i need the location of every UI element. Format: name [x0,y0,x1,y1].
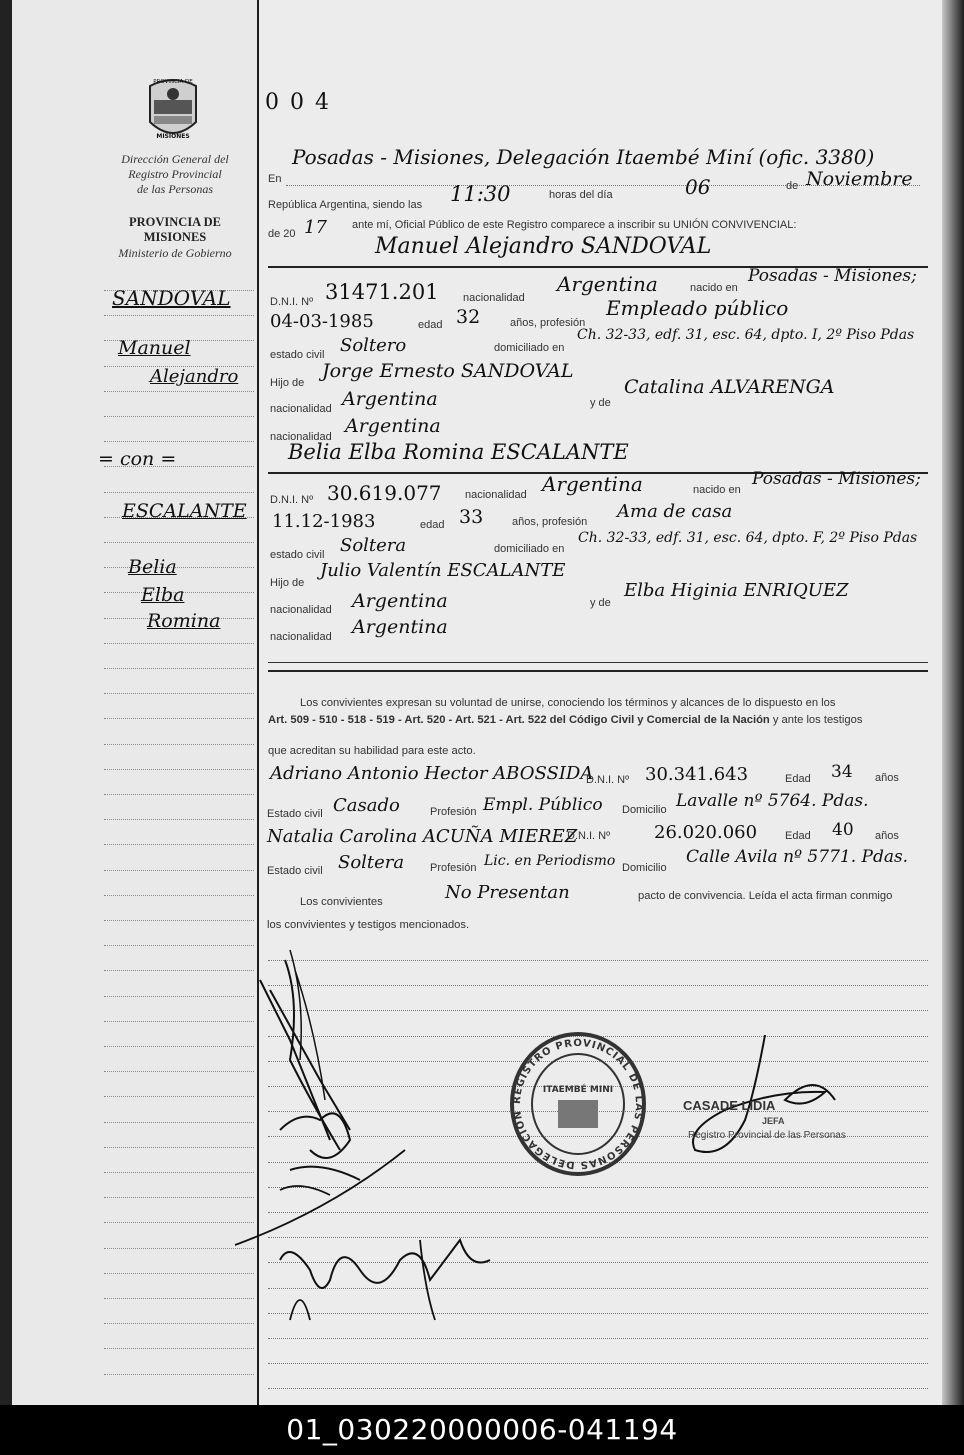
person1-age: 32 [456,306,481,328]
person2-birthplace: Posadas - Misiones; [752,469,921,489]
witness2-profession: Lic. en Periodismo [484,853,616,869]
day-value: 06 [685,175,711,199]
person2-father-nationality: Argentina [352,590,448,612]
witness2-age: 40 [832,820,854,840]
person2-mother: Elba Higinia ENRIQUEZ [624,580,849,601]
person1-mother-nationality: Argentina [345,415,441,437]
margin-given-2a: Belia [128,556,177,578]
margin-ruled-line [104,870,254,871]
person1-civil-label: estado civil [270,349,325,361]
margin-given-2c: Romina [147,610,221,632]
person2-age: 33 [459,506,484,528]
margin-ruled-line [104,668,254,669]
person2-birthplace-label: nacido en [693,484,741,496]
margin-ruled-line [104,769,254,770]
year-label: de 20 [268,228,296,240]
person2-father-nat-label: nacionalidad [270,604,332,616]
person1-mother: Catalina ALVARENGA [624,376,835,398]
margin-ruled-line [104,1348,254,1349]
margin-ruled-line [104,895,254,896]
person2-profession: Ama de casa [617,501,733,522]
witness1-civil: Casado [333,795,400,816]
declaration-articles: Art. 509 - 510 - 518 - 519 - Art. 520 - Art. 521 - Art. 522 del Código Civil y Comercial de la Nación [268,714,770,726]
witness2-address-label: Domicilio [622,862,667,874]
person1-address-label: domiciliado en [494,342,565,354]
province-line-2: MISIONES [143,230,207,244]
person1-birthplace-label: nacido en [690,282,738,294]
witness1-profession: Empl. Público [483,795,603,815]
person2-nationality: Argentina [542,472,643,496]
person2-mother-nat-label: nacionalidad [270,631,332,643]
person1-dni: 31471.201 [325,280,439,304]
witness1-age-label: Edad [785,773,811,785]
body-ruled-line [268,1388,928,1389]
person1-name: Manuel Alejandro SANDOVAL [375,234,712,259]
margin-ruled-line [104,693,254,694]
witness1-name: Adriano Antonio Hector ABOSSIDA [270,763,594,784]
official-registry: Registro Provincial de las Personas [688,1130,846,1141]
person1-parents-label: Hijo de [270,377,305,389]
party-signatures [230,940,530,1340]
witness1-anos-label: años [875,772,899,784]
person1-mother-label: y de [590,397,611,409]
seal-outer-text: REGISTRO PROVINCIAL DE LAS PERSONAS DELEGACIÓN [511,1037,645,1171]
en-label: En [268,173,282,185]
section-line-1 [268,662,928,663]
institution-line-1: Dirección General del [121,152,229,166]
person2-nationality-label: nacionalidad [465,489,527,501]
person1-father-nat-label: nacionalidad [270,403,332,415]
year-value: 17 [304,217,327,238]
margin-surname-1: SANDOVAL [112,286,231,310]
person2-mother-nationality: Argentina [352,616,448,638]
margin-ruled-line [104,844,254,845]
margin-connector: = con = [98,448,177,470]
witness2-civil: Soltera [338,852,405,873]
witness2-dni-label: D.N.I. Nº [567,830,611,842]
place-value: Posadas - Misiones, Delegación Itaembé Miní (ofic. 3380) [292,145,875,169]
person2-profession-label: años, profesión [512,516,588,528]
folio-number: 0 0 4 [265,90,331,115]
ministry-line: Ministerio de Gobierno [118,246,232,260]
person1-birthplace: Posadas - Misiones; [748,266,917,286]
person1-nationality-label: nacionalidad [463,292,525,304]
declaration-line-2-tail: y ante los testigos [769,714,863,726]
person1-father-nationality: Argentina [342,388,438,410]
witness2-age-label: Edad [785,830,811,842]
person1-father: Jorge Ernesto SANDOVAL [322,360,574,382]
witness2-address: Calle Avila nº 5771. Pdas. [686,847,909,867]
page-edge-shadow [942,0,964,1405]
person1-mother-nat-label: nacionalidad [270,431,332,443]
seal-inner-text: ITAEMBÉ MINI [542,1085,614,1095]
margin-ruled-line [104,567,254,568]
witness1-dni-label: D.N.I. Nº [586,774,630,786]
margin-ruled-line [104,416,254,417]
witness1-profession-label: Profesión [430,806,477,818]
person2-address-label: domiciliado en [494,543,565,555]
person2-father: Julio Valentín ESCALANTE [320,560,566,581]
person1-birthdate: 04-03-1985 [270,311,374,332]
registry-seal-stamp [508,1030,648,1178]
binding-edge [0,0,12,1405]
margin-ruled-line [104,315,254,316]
margin-ruled-line [104,920,254,921]
time-value: 11:30 [450,182,511,206]
pact-value: No Presentan [445,882,570,903]
emblem-top-text: PROVINCIA DE [153,79,193,85]
province-emblem-icon [144,72,202,146]
person1-profession: Empleado público [606,296,789,320]
pact-tail: pacto de convivencia. Leída el acta firman conmigo [638,890,893,902]
witness2-civil-label: Estado civil [267,865,323,877]
witness1-civil-label: Estado civil [267,808,323,820]
person2-parents-label: Hijo de [270,577,305,589]
witness2-dni: 26.020.060 [654,822,758,843]
person2-dni-label: D.N.I. Nº [270,494,314,506]
institution-line-3: de las Personas [137,182,213,196]
margin-ruled-line [104,819,254,820]
month-value: Noviembre [806,168,913,190]
margin-given-1a: Manuel [118,337,191,359]
person2-civil: Soltera [340,535,407,556]
person1-dni-label: D.N.I. Nº [270,296,314,308]
province-line-1: PROVINCIA DE [128,215,222,229]
person1-nationality: Argentina [557,272,658,296]
de-label: de [786,180,799,192]
person2-address: Ch. 32-33, edf. 31, esc. 64, dpto. F, 2º Piso Pdas [578,530,918,546]
margin-ruled-line [104,1374,254,1375]
person2-name: Belia Elba Romina ESCALANTE [288,440,629,464]
margin-ruled-line [104,643,254,644]
witness1-dni: 30.341.643 [645,764,749,785]
margin-column [12,0,258,1405]
margin-ruled-line [104,542,254,543]
witness1-address-label: Domicilio [622,804,667,816]
margin-given-2b: Elba [141,584,185,606]
declaration-line-1: Los convivientes expresan su voluntad de unirse, conociendo los términos y alcances de lo dispuesto en los [300,697,836,709]
person2-mother-label: y de [590,597,611,609]
witness2-name: Natalia Carolina ACUÑA MIEREZ [267,826,578,847]
person2-birthdate: 11.12-1983 [272,511,376,532]
person2-civil-label: estado civil [270,549,325,561]
margin-surname-2: ESCALANTE [122,500,247,522]
person1-address: Ch. 32-33, edf. 31, esc. 64, dpto. I, 2º Piso Pdas [577,327,915,343]
institution-line-2: Registro Provincial [128,167,222,181]
body-ruled-line [268,1363,928,1364]
margin-ruled-line [104,391,254,392]
witness2-anos-label: años [875,830,899,842]
person1-profession-label: años, profesión [510,317,586,329]
witness2-profession-label: Profesión [430,862,477,874]
margin-given-1b: Alejandro [150,366,239,387]
person2-age-label: edad [420,519,445,531]
witness1-address: Lavalle nº 5764. Pdas. [676,791,869,811]
person2-dni: 30.619.077 [327,481,442,505]
margin-ruled-line [104,718,254,719]
margin-ruled-line [104,794,254,795]
section-line-2 [268,670,928,672]
witness1-age: 34 [831,762,853,782]
emblem-bottom-text: MISIONES [156,133,190,140]
official-role: JEFA [762,1116,785,1126]
margin-ruled-line [104,492,254,493]
declaration-line-3: que acreditan su habilidad para este acto. [268,745,476,757]
person1-age-label: edad [418,319,443,331]
horas-label: horas del día [549,189,613,201]
margin-ruled-line [104,744,254,745]
margin-ruled-line [104,441,254,442]
person1-civil: Soltero [340,335,407,356]
pact-line-2: los convivientes y testigos mencionados. [267,919,470,931]
pact-label: Los convivientes [300,896,383,908]
document-code: 01_030220000006-041194 [0,1405,964,1455]
republic-label: República Argentina, siendo las [268,199,423,211]
intro-label: ante mí, Oficial Público de este Registro comparece a inscribir su UNIÓN CONVIVENCIAL: [352,219,797,231]
official-name: CASADE LIDIA [683,1098,776,1113]
